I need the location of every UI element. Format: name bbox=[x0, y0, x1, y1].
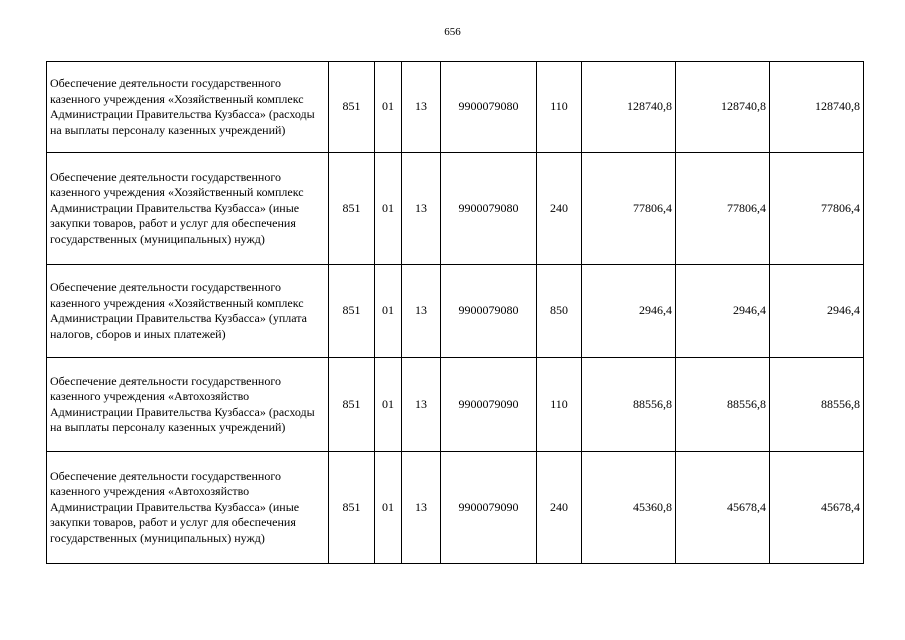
amount-2: 45678,4 bbox=[676, 452, 770, 564]
subsection-code: 13 bbox=[402, 265, 441, 358]
expense-type-code: 240 bbox=[537, 452, 582, 564]
row-description: Обеспечение деятельности государственного казенного учреждения «Автохозяйство Администрации Правительства Кузбасса» (расходы на выплаты персоналу казенных учреждений) bbox=[47, 358, 329, 452]
target-article-code: 9900079090 bbox=[441, 452, 537, 564]
amount-2: 128740,8 bbox=[676, 62, 770, 153]
target-article-code: 9900079080 bbox=[441, 265, 537, 358]
row-description: Обеспечение деятельности государственного казенного учреждения «Автохозяйство Администрации Правительства Кузбасса» (иные закупки товаров, работ и услуг для обеспечения государственных (муниципальных) нужд) bbox=[47, 452, 329, 564]
grbs-code: 851 bbox=[329, 358, 375, 452]
section-code: 01 bbox=[375, 452, 402, 564]
amount-1: 128740,8 bbox=[582, 62, 676, 153]
expense-type-code: 110 bbox=[537, 358, 582, 452]
expense-type-code: 850 bbox=[537, 265, 582, 358]
grbs-code: 851 bbox=[329, 452, 375, 564]
table-row bbox=[47, 358, 864, 452]
amount-3: 45678,4 bbox=[770, 452, 864, 564]
amount-2: 77806,4 bbox=[676, 153, 770, 265]
page-number: 656 bbox=[444, 26, 461, 38]
grbs-code: 851 bbox=[329, 153, 375, 265]
expense-type-code: 240 bbox=[537, 153, 582, 265]
row-description: Обеспечение деятельности государственного казенного учреждения «Хозяйственный комплекс Администрации Правительства Кузбасса» (уплата налогов, сборов и иных платежей) bbox=[47, 265, 329, 358]
table-row bbox=[47, 265, 864, 358]
expense-type-code: 110 bbox=[537, 62, 582, 153]
amount-1: 88556,8 bbox=[582, 358, 676, 452]
amount-2: 88556,8 bbox=[676, 358, 770, 452]
target-article-code: 9900079090 bbox=[441, 358, 537, 452]
row-description: Обеспечение деятельности государственного казенного учреждения «Хозяйственный комплекс Администрации Правительства Кузбасса» (расходы на выплаты персоналу казенных учреждений) bbox=[47, 62, 329, 153]
target-article-code: 9900079080 bbox=[441, 153, 537, 265]
grbs-code: 851 bbox=[329, 265, 375, 358]
section-code: 01 bbox=[375, 153, 402, 265]
section-code: 01 bbox=[375, 358, 402, 452]
section-code: 01 bbox=[375, 265, 402, 358]
amount-3: 77806,4 bbox=[770, 153, 864, 265]
amount-3: 2946,4 bbox=[770, 265, 864, 358]
target-article-code: 9900079080 bbox=[441, 62, 537, 153]
subsection-code: 13 bbox=[402, 452, 441, 564]
amount-3: 88556,8 bbox=[770, 358, 864, 452]
subsection-code: 13 bbox=[402, 62, 441, 153]
row-description: Обеспечение деятельности государственного казенного учреждения «Хозяйственный комплекс Администрации Правительства Кузбасса» (иные закупки товаров, работ и услуг для обеспечения государственных (муниципальных) нужд) bbox=[47, 153, 329, 265]
amount-3: 128740,8 bbox=[770, 62, 864, 153]
subsection-code: 13 bbox=[402, 153, 441, 265]
amount-1: 2946,4 bbox=[582, 265, 676, 358]
table-row bbox=[47, 153, 864, 265]
amount-2: 2946,4 bbox=[676, 265, 770, 358]
amount-1: 77806,4 bbox=[582, 153, 676, 265]
budget-table bbox=[46, 61, 864, 564]
section-code: 01 bbox=[375, 62, 402, 153]
table-row bbox=[47, 62, 864, 153]
amount-1: 45360,8 bbox=[582, 452, 676, 564]
subsection-code: 13 bbox=[402, 358, 441, 452]
grbs-code: 851 bbox=[329, 62, 375, 153]
table-row bbox=[47, 452, 864, 564]
